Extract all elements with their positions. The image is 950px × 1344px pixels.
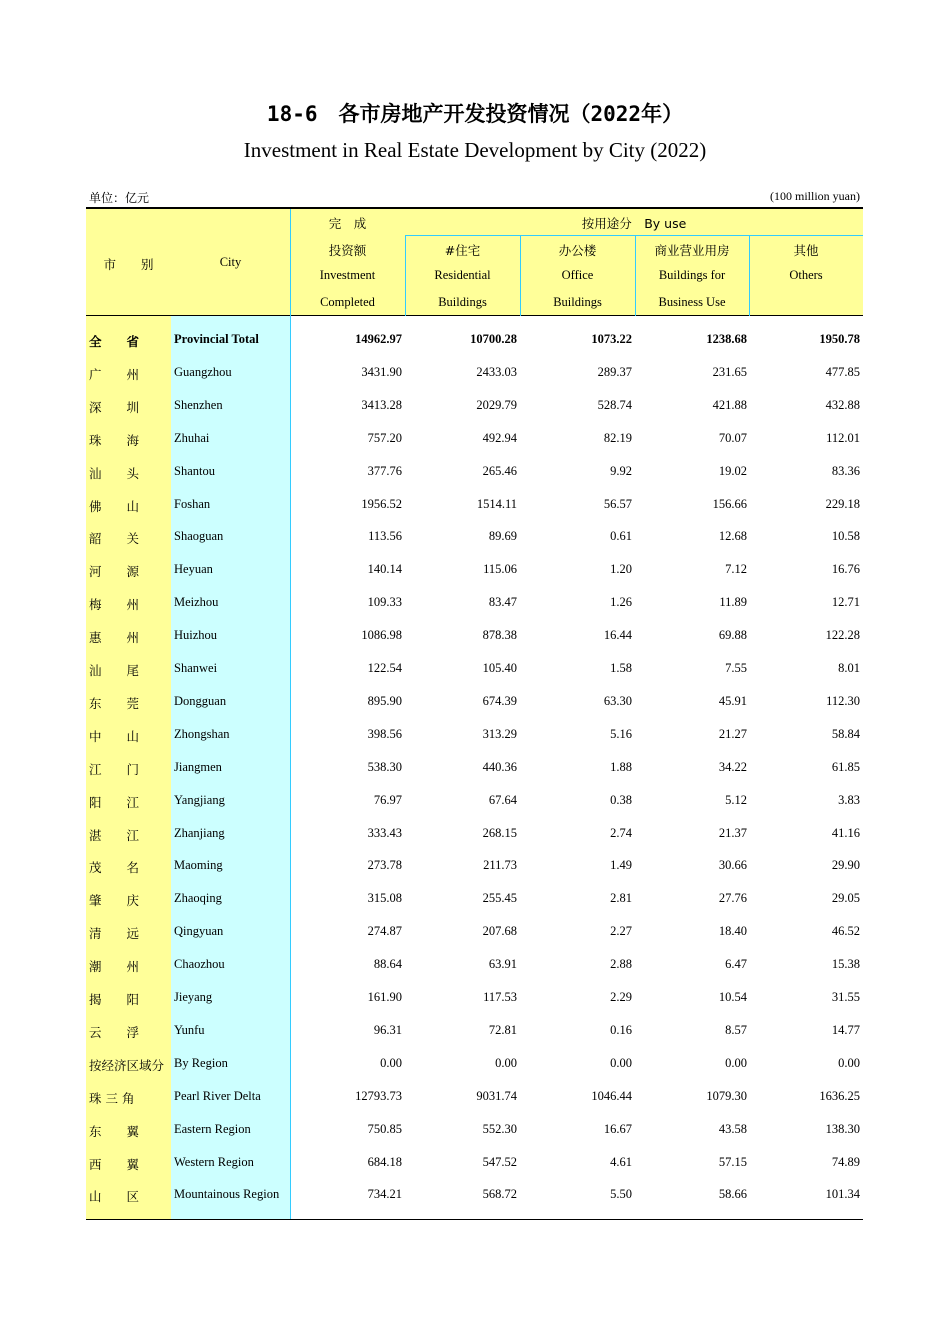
- table-bottom-rule: [86, 1219, 863, 1220]
- residential-cell: 2029.79: [476, 397, 517, 412]
- city-name-cn: 东 莞: [89, 695, 140, 711]
- header-city-cn: 市 别: [103, 257, 154, 272]
- business-use-cell: 34.22: [718, 759, 747, 774]
- city-name-cn: 中 山: [89, 728, 140, 744]
- residential-cell: 674.39: [482, 693, 517, 708]
- others-cell: 122.28: [825, 628, 860, 643]
- business-use-cell: 10.54: [718, 990, 747, 1004]
- business-use-cell: 1079.30: [706, 1088, 747, 1103]
- investment-completed-cell: 398.56: [367, 726, 402, 741]
- others-cell: 138.30: [825, 1121, 860, 1136]
- city-name-cn: 潮 州: [89, 959, 140, 975]
- table-row: [86, 685, 863, 718]
- others-cell: 16.76: [831, 562, 860, 577]
- city-name-cn: 珠 三 角: [89, 1090, 135, 1106]
- city-name-en: Dongguan: [174, 693, 227, 708]
- city-name-cn: 揭 阳: [89, 992, 140, 1007]
- city-name-cn: 湛 江: [89, 827, 140, 843]
- table-row: [86, 553, 863, 586]
- business-use-cell: 12.68: [718, 529, 747, 544]
- business-use-cell: 5.12: [725, 792, 747, 807]
- table-row: [86, 652, 863, 685]
- residential-cell: 67.64: [488, 792, 517, 807]
- others-cell: 15.38: [831, 957, 860, 972]
- city-name-cn: 江 门: [89, 761, 140, 777]
- table-row: [86, 915, 863, 948]
- table-row: [86, 948, 863, 981]
- header-res-en-1: Residential: [434, 268, 491, 282]
- investment-completed-cell: 96.31: [373, 1022, 402, 1037]
- city-name-cn: 全 省: [89, 334, 140, 349]
- investment-completed-cell: 88.64: [373, 957, 402, 972]
- table-row: [86, 586, 863, 619]
- others-cell: 29.05: [831, 891, 860, 906]
- business-use-cell: 421.88: [712, 397, 747, 412]
- business-use-cell: 21.27: [718, 726, 747, 741]
- header-city-en: City: [219, 255, 242, 269]
- table-row: [86, 1113, 863, 1146]
- page-title-en: Investment in Real Estate Development by City (2022): [243, 138, 707, 162]
- table-row: [86, 751, 863, 784]
- business-use-cell: 19.02: [718, 463, 747, 478]
- residential-cell: 83.47: [488, 595, 517, 610]
- divider-by-use: [405, 235, 863, 236]
- header-by-use: 按用途分 By use: [581, 216, 687, 231]
- investment-completed-cell: 315.08: [367, 891, 402, 906]
- city-name-en: Shaoguan: [174, 529, 224, 544]
- city-name-en: Western Region: [174, 1154, 254, 1169]
- table-row: [86, 520, 863, 553]
- office-cell: 0.38: [610, 792, 632, 807]
- city-name-en: Qingyuan: [174, 924, 224, 939]
- residential-cell: 9031.74: [476, 1088, 517, 1103]
- city-name-en: Shenzhen: [174, 397, 223, 412]
- header-total-cn-1: 完 成: [328, 216, 367, 231]
- investment-completed-cell: 0.00: [380, 1055, 402, 1070]
- office-cell: 1.58: [610, 661, 632, 675]
- business-use-cell: 45.91: [718, 693, 747, 708]
- city-name-cn: 山 区: [89, 1189, 140, 1205]
- others-cell: 61.85: [831, 759, 860, 774]
- office-cell: 9.92: [610, 463, 632, 478]
- table-row: [86, 882, 863, 915]
- city-name-cn: 汕 头: [89, 465, 140, 481]
- office-cell: 1.20: [610, 562, 632, 577]
- investment-completed-cell: 161.90: [367, 990, 402, 1004]
- city-name-cn: 梅 州: [89, 597, 140, 613]
- business-use-cell: 6.47: [725, 957, 747, 972]
- page-title-cn: 18-6 各市房地产开发投资情况（2022年）: [266, 102, 684, 126]
- city-name-en: Heyuan: [174, 562, 213, 577]
- city-name-en: Guangzhou: [174, 364, 232, 379]
- investment-completed-cell: 113.56: [368, 529, 402, 544]
- header-total-en-2: Completed: [320, 295, 375, 309]
- investment-completed-cell: 3431.90: [361, 364, 402, 379]
- business-use-cell: 7.12: [725, 562, 747, 577]
- residential-cell: 313.29: [482, 726, 517, 741]
- table-row: [86, 981, 863, 1014]
- office-cell: 289.37: [597, 364, 632, 379]
- office-cell: 0.61: [610, 529, 632, 544]
- header-biz-cn: 商业营业用房: [654, 243, 730, 258]
- others-cell: 46.52: [831, 924, 860, 939]
- city-name-en: Foshan: [174, 496, 211, 511]
- office-cell: 16.67: [603, 1121, 632, 1136]
- residential-cell: 117.53: [483, 990, 517, 1004]
- business-use-cell: 21.37: [718, 825, 747, 840]
- table-row: [86, 1080, 863, 1113]
- business-use-cell: 57.15: [718, 1154, 747, 1169]
- residential-cell: 10700.28: [470, 332, 517, 346]
- office-cell: 5.16: [610, 726, 632, 741]
- table-row: [86, 1178, 863, 1211]
- city-name-en: Zhongshan: [174, 726, 230, 741]
- investment-completed-cell: 895.90: [367, 693, 402, 708]
- table-row: [86, 488, 863, 521]
- office-cell: 2.81: [610, 891, 632, 906]
- investment-completed-cell: 12793.73: [355, 1088, 402, 1103]
- investment-completed-cell: 734.21: [367, 1187, 402, 1202]
- investment-completed-cell: 3413.28: [361, 397, 402, 412]
- others-cell: 41.16: [831, 825, 860, 840]
- city-name-cn: 韶 关: [89, 531, 140, 547]
- header-biz-en-1: Buildings for: [658, 268, 726, 282]
- table-row: [86, 455, 863, 488]
- residential-cell: 105.40: [482, 661, 517, 675]
- others-cell: 1950.78: [819, 332, 860, 346]
- others-cell: 1636.25: [819, 1088, 860, 1103]
- city-name-en: Provincial Total: [174, 332, 259, 346]
- residential-cell: 1514.11: [476, 496, 517, 511]
- city-name-en: Yangjiang: [174, 792, 225, 807]
- others-cell: 477.85: [825, 364, 860, 379]
- investment-completed-cell: 333.43: [367, 825, 402, 840]
- others-cell: 12.71: [831, 595, 860, 610]
- table-row: [86, 1047, 863, 1080]
- city-name-cn: 广 州: [89, 366, 140, 382]
- business-use-cell: 1238.68: [706, 332, 747, 346]
- others-cell: 432.88: [825, 397, 860, 412]
- business-use-cell: 18.40: [718, 924, 747, 939]
- office-cell: 5.50: [610, 1187, 632, 1202]
- office-cell: 82.19: [603, 430, 632, 445]
- residential-cell: 211.73: [483, 858, 517, 873]
- table-row: [86, 849, 863, 882]
- table-row: [86, 356, 863, 389]
- city-name-en: Eastern Region: [174, 1121, 251, 1136]
- investment-completed-cell: 76.97: [373, 792, 402, 807]
- investment-completed-cell: 757.20: [367, 430, 402, 445]
- header-total-en-1: Investment: [319, 268, 376, 282]
- data-table: [86, 207, 863, 1220]
- residential-cell: 268.15: [482, 825, 517, 840]
- city-name-cn: 惠 州: [89, 630, 140, 646]
- city-name-en: By Region: [174, 1055, 228, 1070]
- header-other-cn: 其他: [793, 243, 819, 258]
- residential-cell: 0.00: [495, 1055, 517, 1070]
- office-cell: 0.16: [610, 1022, 632, 1037]
- city-name-en: Yunfu: [174, 1022, 205, 1037]
- residential-cell: 115.06: [483, 562, 517, 577]
- office-cell: 1046.44: [591, 1088, 632, 1103]
- investment-completed-cell: 274.87: [367, 924, 402, 939]
- office-cell: 1.88: [610, 759, 632, 774]
- others-cell: 101.34: [825, 1187, 860, 1202]
- residential-cell: 547.52: [482, 1154, 517, 1169]
- others-cell: 10.58: [831, 529, 860, 544]
- city-name-cn: 东 翼: [89, 1123, 140, 1139]
- city-name-cn: 河 源: [89, 564, 140, 580]
- business-use-cell: 70.07: [718, 430, 747, 445]
- others-cell: 31.55: [831, 990, 860, 1004]
- residential-cell: 89.69: [488, 529, 517, 544]
- city-name-en: Zhaoqing: [174, 891, 222, 906]
- office-cell: 0.00: [610, 1055, 632, 1070]
- office-cell: 1.49: [610, 858, 632, 873]
- business-use-cell: 30.66: [718, 858, 747, 873]
- office-cell: 56.57: [603, 496, 632, 511]
- city-name-en: Shantou: [174, 463, 215, 478]
- residential-cell: 265.46: [482, 463, 517, 478]
- city-name-en: Chaozhou: [174, 957, 225, 972]
- residential-cell: 492.94: [482, 430, 517, 445]
- office-cell: 1.26: [610, 595, 632, 610]
- city-name-en: Jiangmen: [174, 759, 222, 774]
- others-cell: 3.83: [838, 792, 860, 807]
- investment-completed-cell: 538.30: [367, 759, 402, 774]
- office-cell: 1073.22: [591, 332, 632, 346]
- table-row: [86, 422, 863, 455]
- others-cell: 112.01: [826, 430, 860, 445]
- investment-completed-cell: 1956.52: [361, 496, 402, 511]
- others-cell: 74.89: [831, 1154, 860, 1169]
- header-other-en: Others: [789, 268, 823, 282]
- table-row: [86, 718, 863, 751]
- city-name-cn: 西 翼: [89, 1156, 140, 1172]
- header-biz-en-2: Business Use: [658, 295, 726, 309]
- city-name-cn: 深 圳: [89, 399, 140, 415]
- city-name-cn: 肇 庆: [89, 893, 140, 909]
- header-office-en-1: Office: [561, 268, 594, 282]
- city-name-cn: 茂 名: [89, 860, 140, 876]
- residential-cell: 72.81: [488, 1022, 517, 1037]
- others-cell: 83.36: [831, 463, 860, 478]
- business-use-cell: 8.57: [725, 1022, 747, 1037]
- residential-cell: 207.68: [482, 924, 517, 939]
- office-cell: 2.74: [610, 825, 632, 840]
- table-row: [86, 389, 863, 422]
- table-row: [86, 784, 863, 817]
- residential-cell: 440.36: [482, 759, 517, 774]
- others-cell: 14.77: [831, 1022, 860, 1037]
- office-cell: 528.74: [597, 397, 632, 412]
- others-cell: 0.00: [838, 1055, 860, 1070]
- business-use-cell: 58.66: [718, 1187, 747, 1202]
- city-name-cn: 按经济区域分: [89, 1057, 165, 1073]
- business-use-cell: 7.55: [725, 661, 747, 675]
- city-name-cn: 珠 海: [89, 432, 140, 448]
- investment-completed-cell: 14962.97: [355, 332, 402, 346]
- header-res-en-2: Buildings: [438, 295, 487, 309]
- city-name-cn: 云 浮: [89, 1024, 140, 1040]
- city-name-en: Mountainous Region: [174, 1187, 280, 1202]
- office-cell: 4.61: [610, 1154, 632, 1169]
- business-use-cell: 231.65: [712, 364, 747, 379]
- unit-label-en: (100 million yuan): [770, 189, 860, 203]
- others-cell: 29.90: [831, 858, 860, 873]
- others-cell: 8.01: [838, 661, 860, 675]
- header-res-cn: #住宅: [444, 243, 481, 258]
- investment-completed-cell: 1086.98: [361, 628, 402, 643]
- residential-cell: 552.30: [482, 1121, 517, 1136]
- office-cell: 2.29: [610, 990, 632, 1004]
- table-row: [86, 323, 863, 356]
- city-name-cn: 汕 尾: [89, 663, 140, 678]
- investment-completed-cell: 273.78: [367, 858, 402, 873]
- city-name-cn: 阳 江: [89, 794, 140, 810]
- city-name-en: Zhuhai: [174, 430, 210, 445]
- investment-completed-cell: 377.76: [367, 463, 402, 478]
- city-name-en: Maoming: [174, 858, 223, 873]
- residential-cell: 568.72: [482, 1187, 517, 1202]
- residential-cell: 63.91: [488, 957, 517, 972]
- office-cell: 16.44: [603, 628, 632, 643]
- table-row: [86, 817, 863, 850]
- city-name-cn: 清 远: [89, 926, 140, 942]
- city-name-en: Shanwei: [174, 661, 218, 675]
- business-use-cell: 69.88: [718, 628, 747, 643]
- table-row: [86, 1146, 863, 1179]
- header-office-cn: 办公楼: [558, 243, 597, 258]
- others-cell: 112.30: [826, 693, 860, 708]
- others-cell: 229.18: [825, 496, 860, 511]
- city-name-cn: 佛 山: [89, 498, 140, 514]
- business-use-cell: 156.66: [712, 496, 747, 511]
- business-use-cell: 11.89: [719, 595, 747, 610]
- residential-cell: 2433.03: [476, 364, 517, 379]
- table-row: [86, 619, 863, 652]
- business-use-cell: 0.00: [725, 1055, 747, 1070]
- office-cell: 2.88: [610, 957, 632, 972]
- investment-completed-cell: 140.14: [367, 562, 402, 577]
- header-office-en-2: Buildings: [553, 295, 602, 309]
- unit-label-cn: 单位：亿元: [89, 191, 150, 205]
- office-cell: 2.27: [610, 924, 632, 939]
- investment-completed-cell: 684.18: [367, 1154, 402, 1169]
- investment-completed-cell: 750.85: [367, 1121, 402, 1136]
- business-use-cell: 27.76: [718, 891, 747, 906]
- investment-completed-cell: 122.54: [367, 661, 402, 675]
- residential-cell: 255.45: [482, 891, 517, 906]
- business-use-cell: 43.58: [718, 1121, 747, 1136]
- table-row: [86, 1014, 863, 1047]
- city-name-en: Jieyang: [174, 990, 213, 1004]
- investment-completed-cell: 109.33: [367, 595, 402, 610]
- header-total-cn-2: 投资额: [328, 243, 367, 258]
- city-name-en: Huizhou: [174, 628, 218, 643]
- office-cell: 63.30: [603, 693, 632, 708]
- others-cell: 58.84: [831, 726, 860, 741]
- city-name-en: Zhanjiang: [174, 825, 225, 840]
- residential-cell: 878.38: [482, 628, 517, 643]
- city-name-en: Meizhou: [174, 595, 219, 610]
- city-name-en: Pearl River Delta: [174, 1088, 261, 1103]
